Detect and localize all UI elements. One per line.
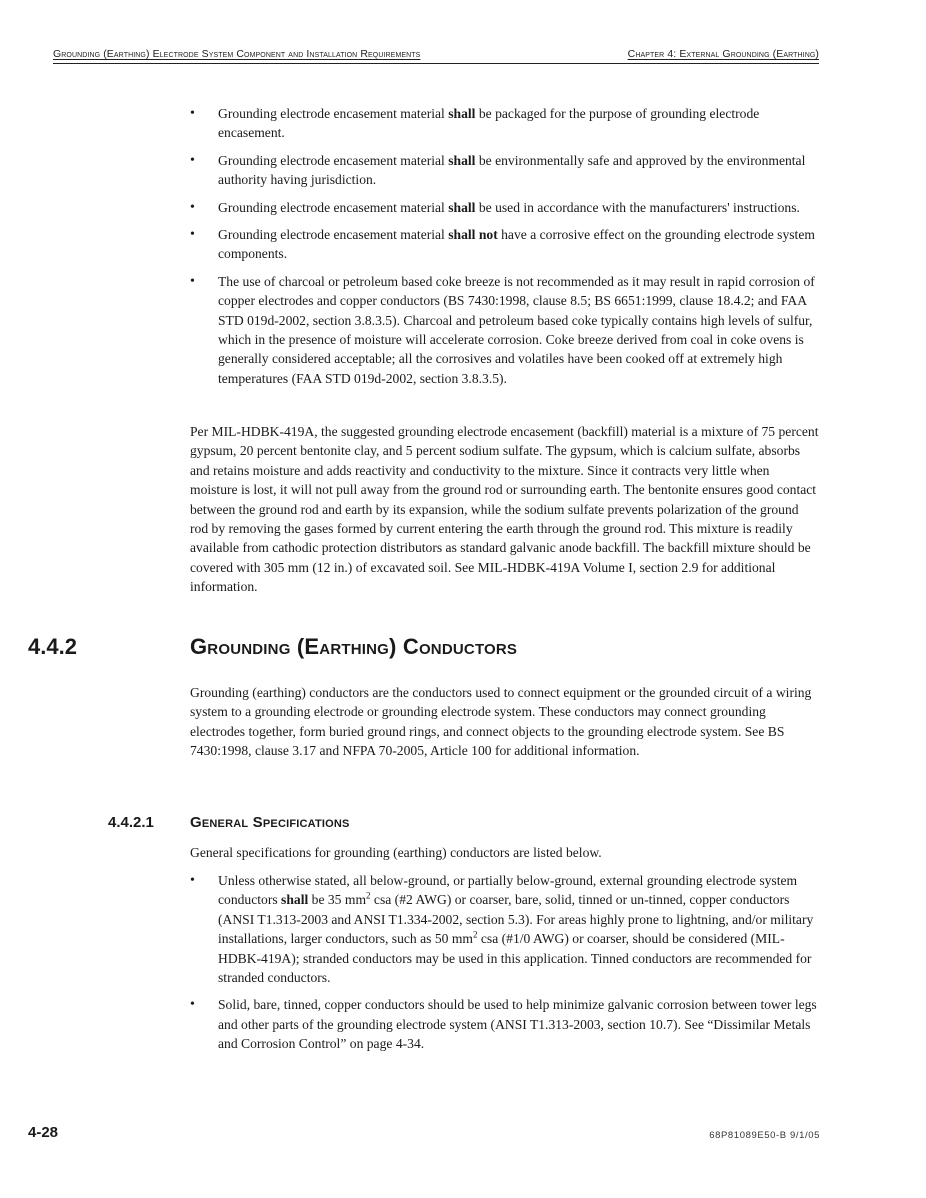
list-item: • Grounding electrode encasement material shall be packaged for the purpose of grounding electrode encasement. — [190, 104, 820, 143]
list-item: • Grounding electrode encasement material shall be used in accordance with the manufacturers' instructions. — [190, 198, 820, 217]
section-heading-4-4-2 — [28, 634, 828, 660]
list-item: • The use of charcoal or petroleum based coke breeze is not recommended as it may result in rapid corrosion of copper electrodes and copper conductors (BS 7430:1998, clause 8.5; BS 6651:1999, clause 18.4.2; and FAA STD 019d-2002, section 3.8.3.5). Charcoal and petroleum based coke typically contains high levels of sulfur, which in the presence of moisture will accelerate corrosion. Coke breeze derived from coal in coke ovens is generally considered acceptable; all the corrosives and volatiles have been cooked off at extremely high temperatures (FAA STD 019d-2002, section 3.8.3.5). — [190, 272, 820, 388]
subsection-number: 4.4.2.1 — [108, 814, 154, 831]
subsection-title: General Specifications — [190, 814, 350, 831]
page-number: 4-28 — [28, 1124, 59, 1141]
specifications-bullet-list — [190, 871, 820, 1062]
list-item: • Solid, bare, tinned, copper conductors should be used to help minimize galvanic corrosion between tower legs and other parts of the grounding electrode system (ANSI T1.313-2003, section 10.7). See “Dissimilar Metals and Corrosion Control” on page 4-34. — [190, 995, 820, 1053]
subsection-heading-4-4-2-1 — [108, 814, 808, 831]
running-header — [53, 48, 819, 64]
list-item: • Grounding electrode encasement material shall be environmentally safe and approved by the environmental authority having jurisdiction. — [190, 151, 820, 190]
list-item: • Grounding electrode encasement material shall not have a corrosive effect on the grounding electrode system components. — [190, 225, 820, 264]
conductors-paragraph: Grounding (earthing) conductors are the conductors used to connect equipment or the grounded circuit of a wiring system to a grounding electrode or grounding electrode system. These conductors may connect grounding electrodes together, form buried ground rings, and connect objects to the grounding electrode system. See BS 7430:1998, clause 3.17 and NFPA 70-2005, Article 100 for additional information. — [190, 685, 812, 759]
specifications-intro: General specifications for grounding (earthing) conductors are listed below. — [190, 845, 602, 860]
running-header-left: Grounding (Earthing) Electrode System Component and Installation Requirements — [53, 48, 421, 60]
list-item: • Unless otherwise stated, all below-ground, or partially below-ground, external grounding electrode system conductors shall be 35 $mm^2$ csa (#2 AWG) or coarser, bare, solid, tinned or un-tinned, copper conductors (ANSI T1.313-2003 and ANSI T1.334-2002, section 5.3). For areas highly prone to lightning, and/or military installations, larger conductors, such as 50 $mm^2$ csa (#1/0 AWG) or coarser, should be considered (MIL-HDBK-419A); stranded conductors may be used in this application. Tinned conductors are recommended for stranded conductors. — [190, 871, 820, 987]
section-number: 4.4.2 — [28, 634, 77, 659]
section-title: Grounding (Earthing) Conductors — [190, 634, 518, 659]
backfill-paragraph: Per MIL-HDBK-419A, the suggested grounding electrode encasement (backfill) material is a mixture of 75 percent gypsum, 20 percent bentonite clay, and 5 percent sodium sulfate. The gypsum, which is calcium sulfate, absorbs and retains moisture and adds reactivity and conductivity to the mixture. Since it contracts very little when moisture is lost, it will not pull away from the ground rod or surrounding earth. The bentonite ensures good contact between the ground rod and earth by its expansion, while the sodium sulfate prevents polarization of the ground rod by removing the gases formed by current entering the earth through the ground rod. This mixture is readily available from cathodic protection distributors as standard galvanic anode backfill. The backfill mixture should be covered with 305 mm (12 in.) of excavated soil. See MIL-HDBK-419A Volume I, section 2.9 for additional information. — [190, 424, 819, 595]
encasement-bullet-list — [190, 104, 820, 396]
running-header-right: Chapter 4: External Grounding (Earthing) — [627, 48, 819, 60]
document-id: 68P81089E50-B 9/1/05 — [709, 1130, 820, 1141]
